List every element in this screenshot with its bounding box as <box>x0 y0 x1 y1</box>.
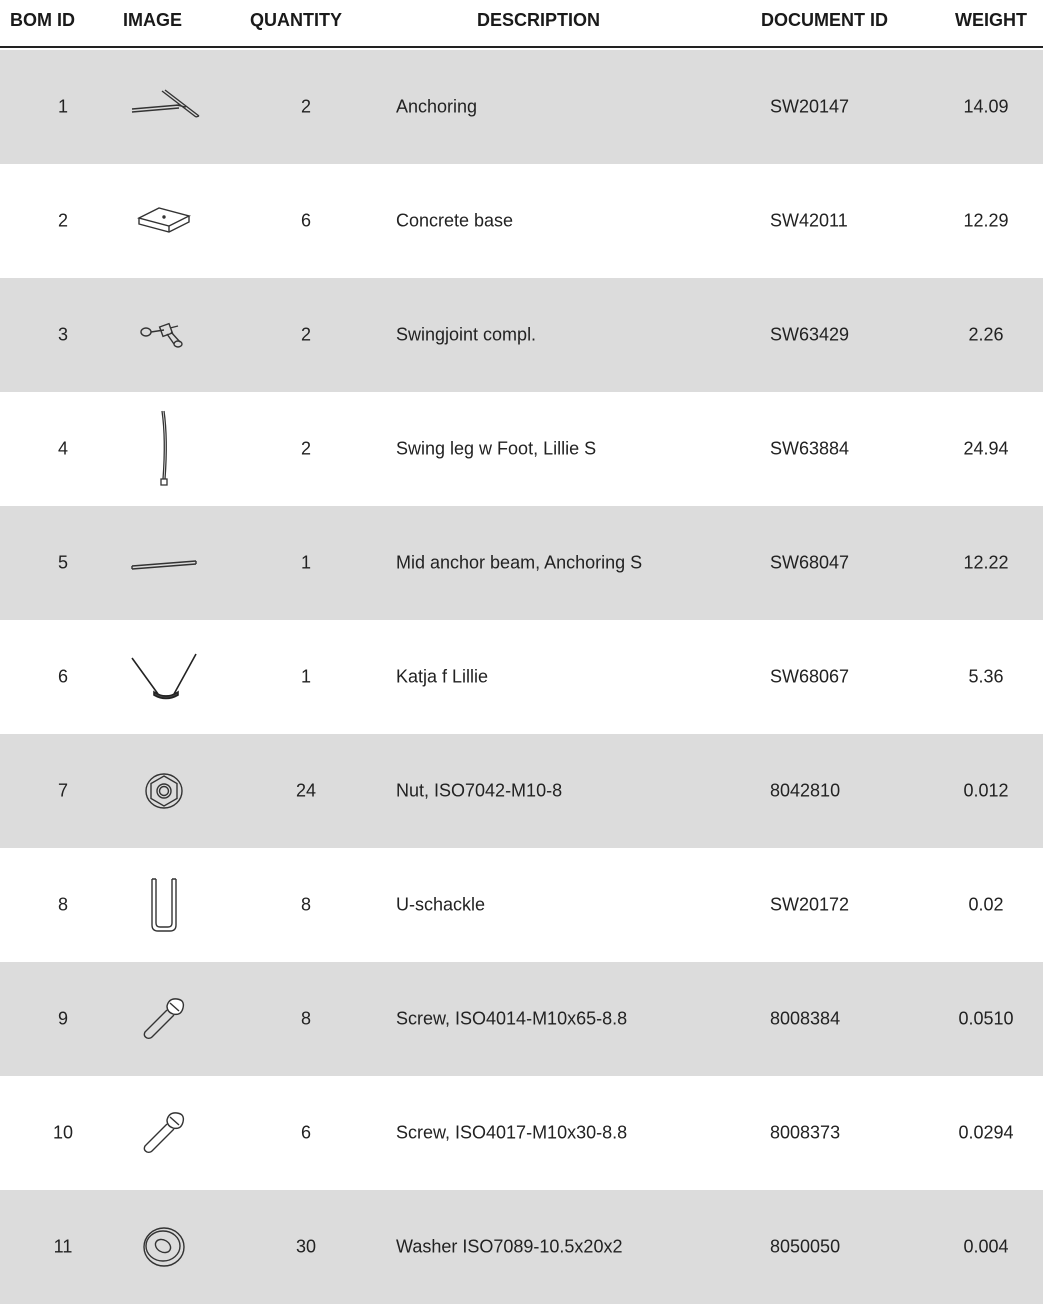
document-id-cell: SW68067 <box>770 666 850 687</box>
table-row <box>0 392 1043 506</box>
weight-cell: 0.02 <box>968 894 1004 915</box>
table-row <box>0 620 1043 734</box>
document-id-cell: 8042810 <box>770 780 841 801</box>
bom-id-cell: 4 <box>57 438 68 459</box>
bom-id-cell: 11 <box>53 1236 73 1257</box>
bom-id-cell: 9 <box>57 1008 68 1029</box>
bom-id-cell: 2 <box>57 210 68 231</box>
table-row <box>0 50 1043 164</box>
bom-id-cell: 8 <box>57 894 68 915</box>
description-cell: Nut, ISO7042-M10-8 <box>396 780 563 801</box>
bom-id-cell: 3 <box>57 324 68 345</box>
weight-cell: 14.09 <box>963 96 1009 117</box>
document-id-cell: 8008384 <box>770 1008 841 1029</box>
description-cell: Anchoring <box>396 96 478 117</box>
table-header <box>0 0 1043 48</box>
description-cell: Screw, ISO4017-M10x30-8.8 <box>396 1122 628 1143</box>
quantity-cell: 1 <box>300 666 311 687</box>
quantity-cell: 8 <box>300 1008 311 1029</box>
document-id-cell: SW63884 <box>770 438 850 459</box>
document-id-cell: SW20147 <box>770 96 850 117</box>
anchoring-beam-icon <box>108 62 220 152</box>
quantity-cell: 2 <box>300 96 311 117</box>
document-id-cell: SW68047 <box>770 552 850 573</box>
bom-id-cell: 7 <box>57 780 68 801</box>
weight-cell: 12.22 <box>963 552 1009 573</box>
document-id-cell: SW20172 <box>770 894 850 915</box>
description-cell: U-schackle <box>396 894 486 915</box>
washer-icon <box>108 1202 220 1292</box>
table-row <box>0 734 1043 848</box>
weight-cell: 12.29 <box>963 210 1009 231</box>
description-cell: Mid anchor beam, Anchoring S <box>396 552 643 573</box>
hex-nut-icon <box>108 746 220 836</box>
header-quantity: QUANTITY <box>250 10 342 30</box>
quantity-cell: 2 <box>300 324 311 345</box>
mid-anchor-beam-icon <box>108 518 220 608</box>
weight-cell: 0.004 <box>963 1236 1009 1257</box>
weight-cell: 24.94 <box>963 438 1009 459</box>
table-row <box>0 1190 1043 1304</box>
weight-cell: 0.012 <box>963 780 1009 801</box>
description-cell: Screw, ISO4014-M10x65-8.8 <box>396 1008 628 1029</box>
bom-id-cell: 6 <box>57 666 68 687</box>
quantity-cell: 24 <box>295 780 317 801</box>
swing-seat-icon <box>108 632 220 722</box>
quantity-cell: 6 <box>300 210 311 231</box>
concrete-base-icon <box>108 176 220 266</box>
bom-id-cell: 1 <box>57 96 68 117</box>
document-id-cell: SW42011 <box>770 210 848 231</box>
table-row <box>0 506 1043 620</box>
table-row <box>0 848 1043 962</box>
document-id-cell: 8050050 <box>770 1236 841 1257</box>
screw-short-icon <box>108 1088 220 1178</box>
screw-icon <box>108 974 220 1064</box>
document-id-cell: 8008373 <box>770 1122 841 1143</box>
quantity-cell: 6 <box>300 1122 311 1143</box>
table-row <box>0 962 1043 1076</box>
table-row <box>0 164 1043 278</box>
document-id-cell: SW63429 <box>770 324 850 345</box>
header-document-id: DOCUMENT ID <box>761 10 888 30</box>
description-cell: Swing leg w Foot, Lillie S <box>396 438 597 459</box>
description-cell: Swingjoint compl. <box>396 324 537 345</box>
description-cell: Concrete base <box>396 210 514 231</box>
header-bom-id: BOM ID <box>10 10 75 30</box>
weight-cell: 0.0510 <box>958 1008 1014 1029</box>
quantity-cell: 1 <box>300 552 311 573</box>
description-cell: Katja f Lillie <box>396 666 489 687</box>
quantity-cell: 2 <box>300 438 311 459</box>
weight-cell: 0.0294 <box>958 1122 1014 1143</box>
quantity-cell: 30 <box>295 1236 317 1257</box>
header-weight: WEIGHT <box>955 10 1027 30</box>
weight-cell: 5.36 <box>968 666 1004 687</box>
table-row <box>0 1076 1043 1190</box>
header-image: IMAGE <box>123 10 183 30</box>
header-divider <box>0 46 1043 48</box>
bom-id-cell: 5 <box>57 552 68 573</box>
header-description: DESCRIPTION <box>477 10 601 30</box>
quantity-cell: 8 <box>300 894 311 915</box>
bom-id-cell: 10 <box>52 1122 74 1143</box>
table-row <box>0 278 1043 392</box>
description-cell: Washer ISO7089-10.5x20x2 <box>396 1236 623 1257</box>
swing-joint-icon <box>108 290 220 380</box>
u-shackle-icon <box>108 860 220 950</box>
swing-leg-icon <box>108 404 220 494</box>
weight-cell: 2.26 <box>968 324 1004 345</box>
